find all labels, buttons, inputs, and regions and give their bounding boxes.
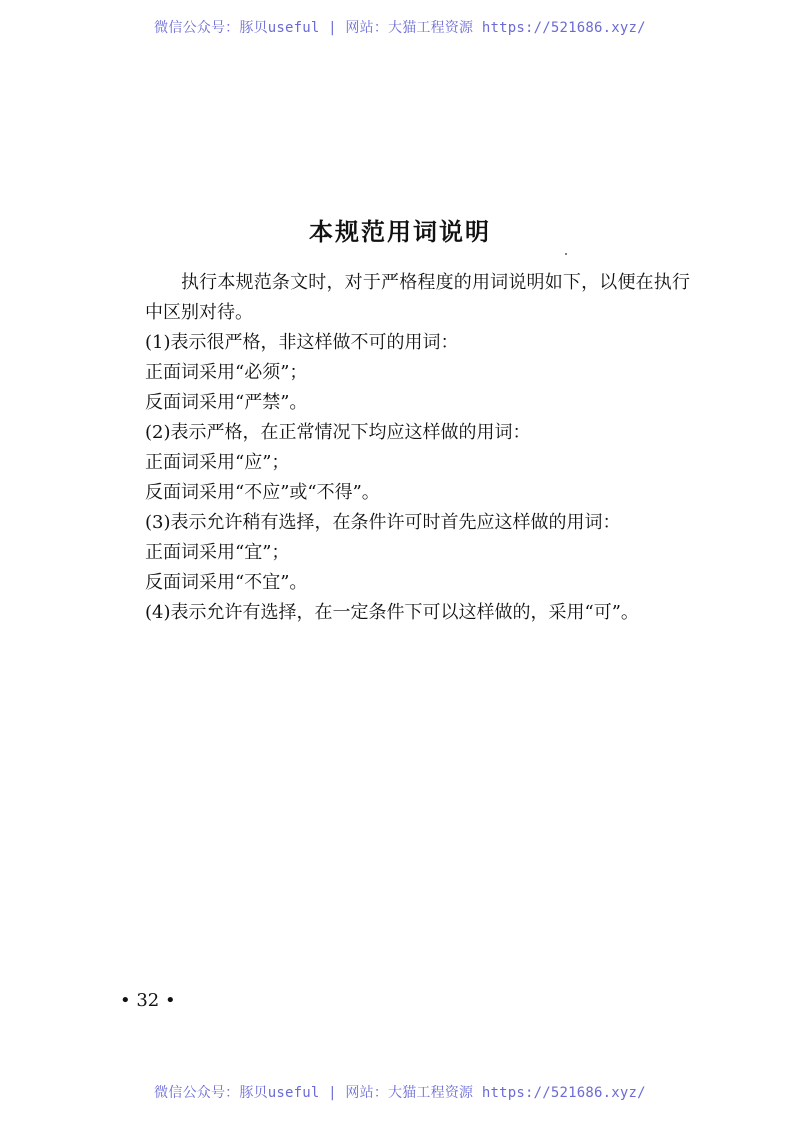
rule-line-4-heading: (4)表示允许有选择，在一定条件下可以这样做的，采用“可”。 <box>145 602 639 623</box>
rule-line-1-negative: 反面词采用“严禁”。 <box>145 392 308 413</box>
rule-line-1-positive: 正面词采用“必须”； <box>145 362 308 383</box>
rule-line-3-negative: 反面词采用“不宜”。 <box>145 572 308 593</box>
watermark-top: 微信公众号：豚贝useful | 网站：大猫工程资源 https://521686.xyz/ <box>154 20 646 36</box>
rule-line-1-heading: (1)表示很严格，非这样做不可的用词： <box>145 332 459 353</box>
page-title: 本规范用词说明 <box>309 218 491 246</box>
body-text <box>145 268 690 628</box>
rule-line-2-heading: (2)表示严格，在正常情况下均应这样做的用词： <box>145 422 531 443</box>
intro-paragraph: 执行本规范条文时，对于严格程度的用词说明如下，以便在执行中区别对待。 <box>145 272 690 323</box>
rule-line-3-heading: (3)表示允许稍有选择，在条件许可时首先应这样做的用词： <box>145 512 621 533</box>
page-number: • 32 • <box>120 990 176 1011</box>
rule-line-2-positive: 正面词采用“应”； <box>145 452 290 473</box>
rule-line-2-negative: 反面词采用“不应”或“不得”。 <box>145 482 380 503</box>
rule-line-3-positive: 正面词采用“宜”； <box>145 542 290 563</box>
scan-speck <box>565 253 567 255</box>
watermark-bottom: 微信公众号：豚贝useful | 网站：大猫工程资源 https://521686.xyz/ <box>154 1085 646 1101</box>
